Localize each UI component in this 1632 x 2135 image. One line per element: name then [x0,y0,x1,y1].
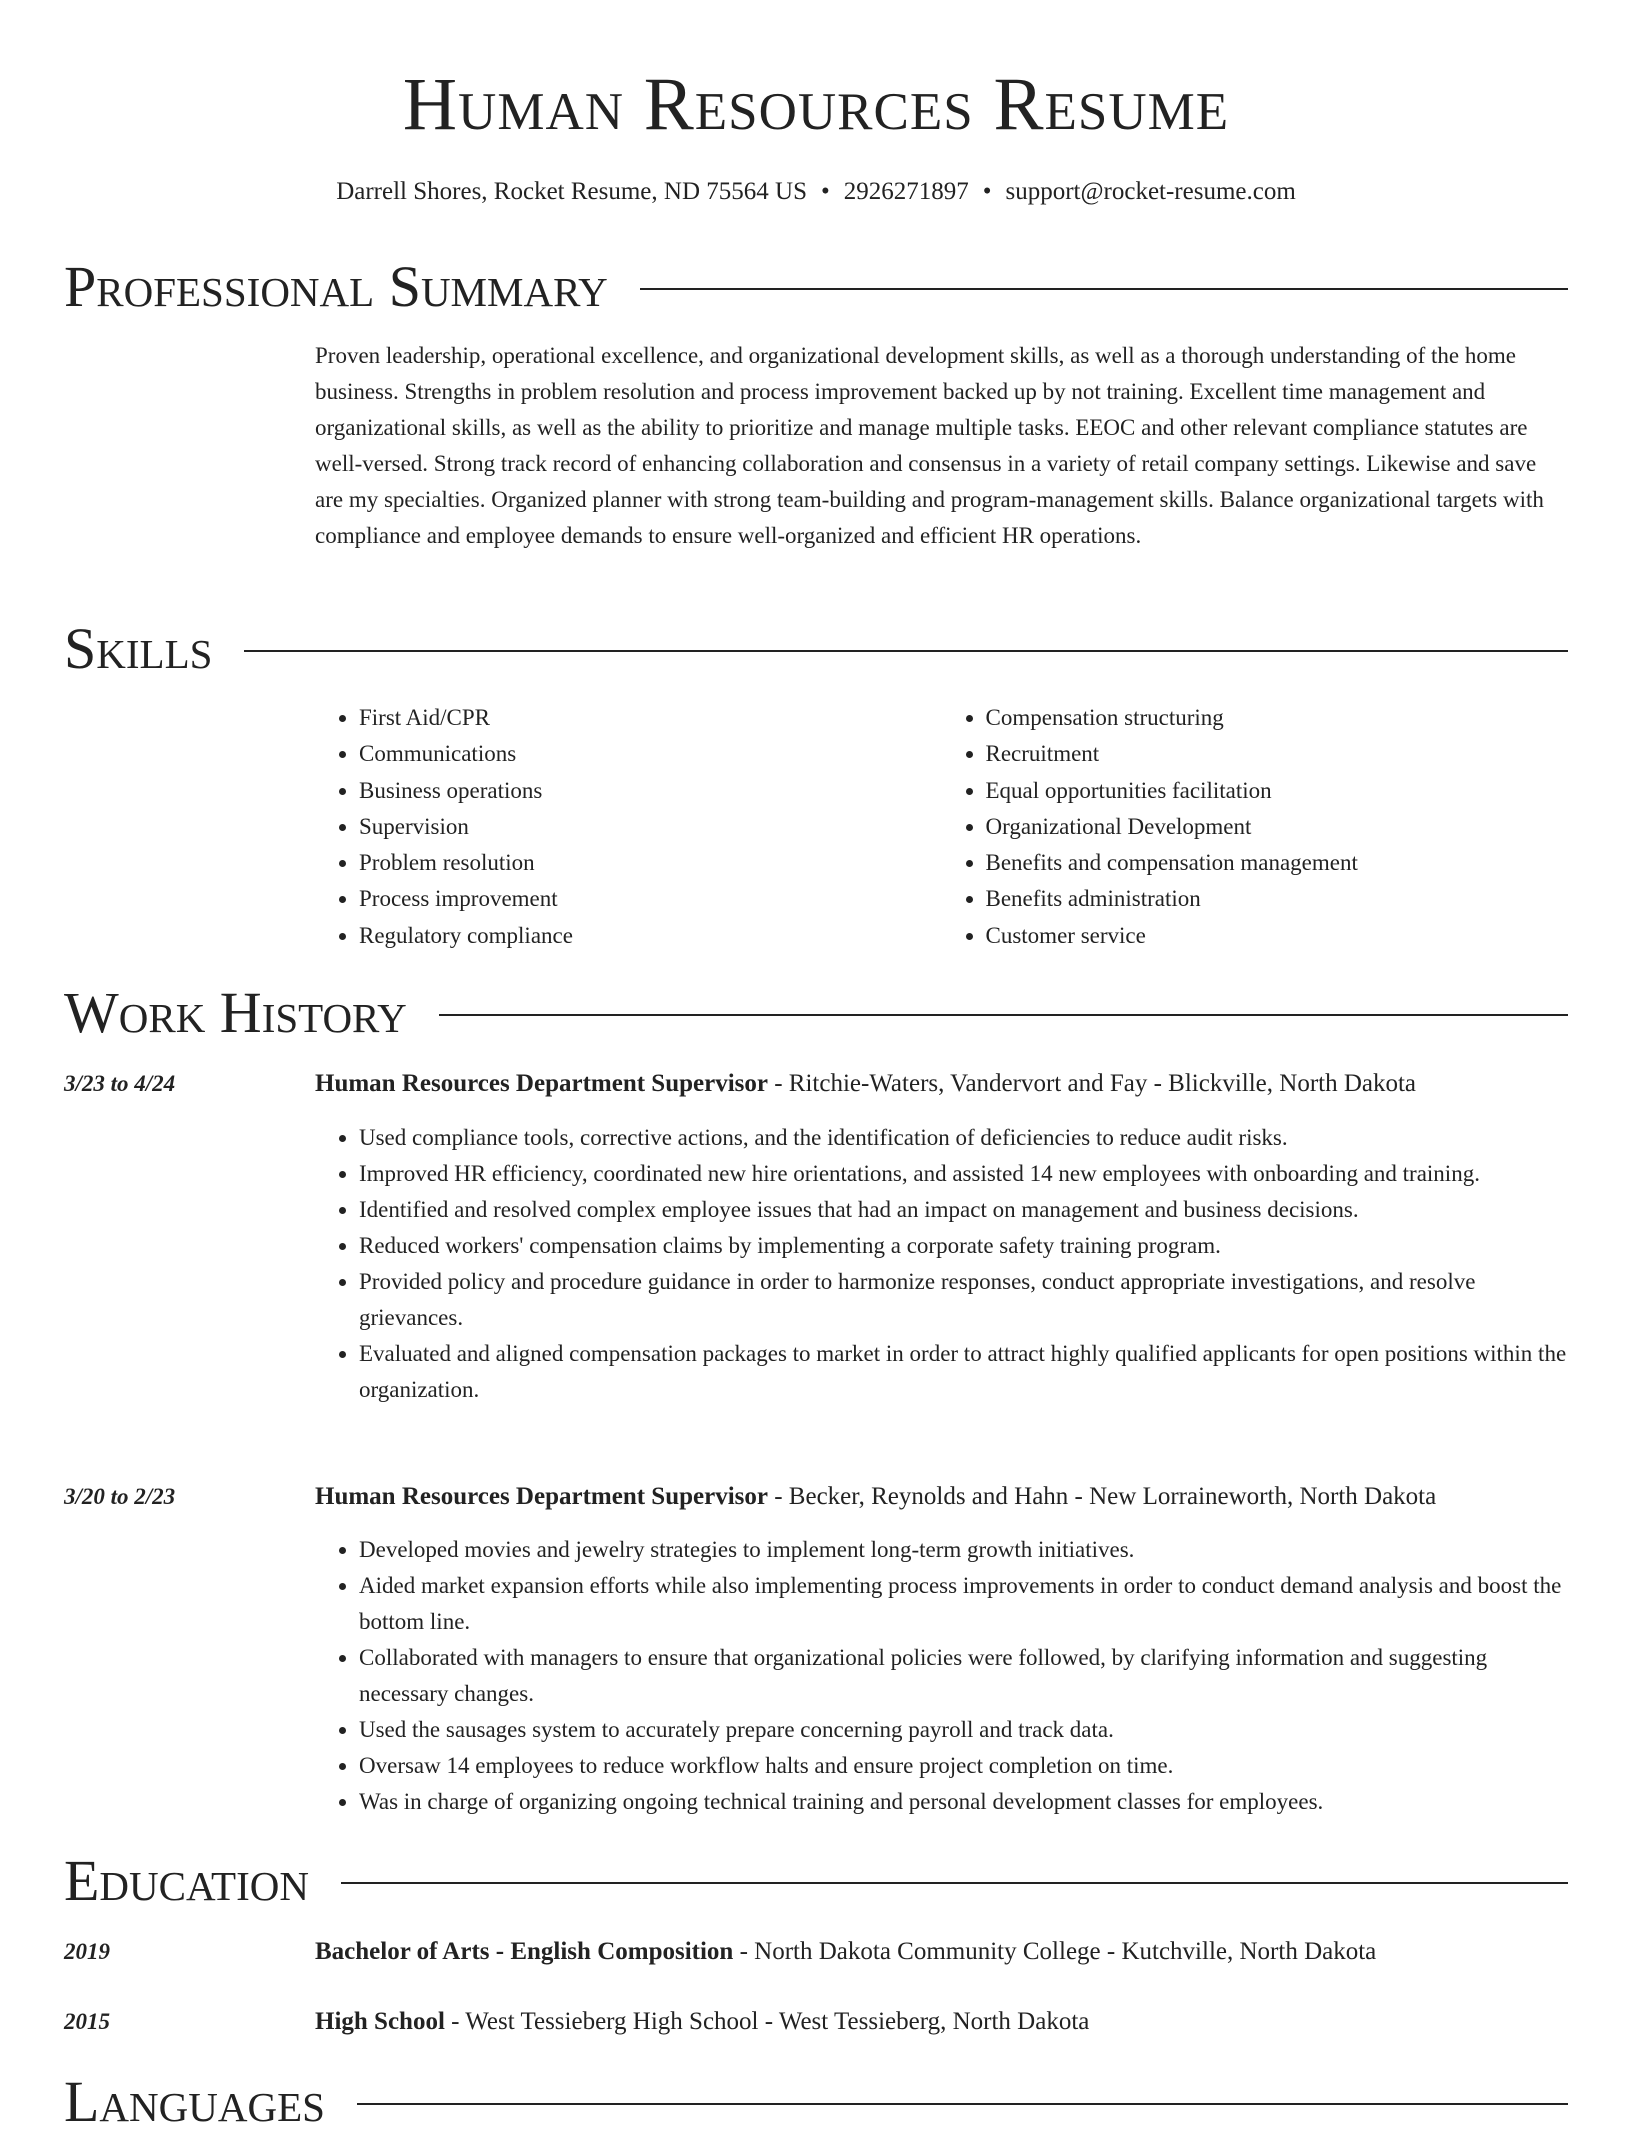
contact-line [0,176,1632,208]
education-year: 2015 [64,2009,110,2034]
work-heading: Work History [64,980,407,1045]
job-headline [315,1479,1568,1515]
skill-item: • Equal opportunities facilitation [986,773,1569,809]
summary-text: Proven leadership, operational excellence, and organizational development skills, as well as a thorough understanding of the home business. Strengths in problem resolution and process improvement backed up by not training. Excellent time management and organizational skills, as well as the ability to prioritize and manage multiple tasks. EEOC and other relevant compliance statutes are well-versed. Strong track record of enhancing collaboration and consensus in a variety of retail company settings. Likewise and save are my specialties. Organized planner with strong team-building and program-management skills. Balance organizational targets with compliance and employee demands to ensure well-organized and efficient HR operations. [315,343,1544,548]
skill-item: • Business operations [359,773,942,809]
languages-heading: Languages [64,2069,325,2134]
skill-item: • Compensation structuring [986,700,1569,736]
skill-item: • Process improvement [359,881,942,917]
skill-item: • Benefits and compensation management [986,845,1569,881]
skill-item: • First Aid/CPR [359,700,942,736]
section-divider [439,1014,1568,1016]
education-headline [315,1934,1568,1970]
contact-email: support@rocket-resume.com [1005,178,1296,205]
education-degree: High School [315,2008,445,2035]
skill-item: • Customer service [986,918,1569,954]
skills-section-heading [64,616,1568,682]
summary-heading: Professional Summary [64,254,608,319]
job-bullet: • Reduced workers' compensation claims by implementing a corporate safety training program. [359,1228,1568,1264]
job-bullet: • Developed movies and jewelry strategies to implement long-term growth initiatives. [359,1532,1568,1568]
skills-columns [315,700,1568,954]
skill-item: • Recruitment [986,736,1569,772]
job-bullet: • Aided market expansion efforts while also implementing process improvements in order to conduct demand analysis and boost the bottom line. [359,1568,1568,1640]
education-headline [315,2004,1568,2040]
job-bullet: • Improved HR efficiency, coordinated new hire orientations, and assisted 14 new employees with onboarding and training. [359,1156,1568,1192]
contact-phone: 2926271897 [843,178,969,205]
job-bullet: • Collaborated with managers to ensure that organizational policies were followed, by clarifying information and suggesting necessary changes. [359,1640,1568,1712]
education-year: 2019 [64,1939,110,1964]
contact-separator: • [982,178,992,205]
skill-item: • Regulatory compliance [359,918,942,954]
job-headline [315,1066,1568,1102]
resume-title: Human Resources Resume [402,63,1230,146]
education-details: - West Tessieberg High School - West Tessieberg, North Dakota [444,2008,1090,2035]
job-bullet: • Oversaw 14 employees to reduce workflow halts and ensure project completion on time. [359,1748,1568,1784]
job-bullet: • Identified and resolved complex employee issues that had an impact on management and business decisions. [359,1192,1568,1228]
job-bullet: • Provided policy and procedure guidance in order to harmonize responses, conduct appropriate investigations, and resolve grievances. [359,1264,1568,1336]
contact-separator: • [820,178,830,205]
education-section-heading [64,1848,1568,1914]
skills-list-right [942,700,1569,954]
contact-address: Darrell Shores, Rocket Resume, ND 75564 US [336,178,807,205]
job-bullet: • Was in charge of organizing ongoing technical training and personal development classes for employees. [359,1784,1568,1820]
skill-item: • Communications [359,736,942,772]
job-bullet: • Used compliance tools, corrective actions, and the identification of deficiencies to reduce audit risks. [359,1120,1568,1156]
job-bullets [315,1120,1568,1408]
job-bullets [315,1532,1568,1820]
job-title: Human Resources Department Supervisor [315,1483,768,1510]
work-section-heading [64,980,1568,1046]
education-details: - North Dakota Community College - Kutchville, North Dakota [733,1938,1377,1965]
summary-body [315,338,1568,554]
education-degree: Bachelor of Arts - English Composition [315,1938,734,1965]
education-heading: Education [64,1848,309,1913]
job-dates: 3/23 to 4/24 [64,1071,176,1096]
job-bullet: • Evaluated and aligned compensation packages to market in order to attract highly qualified applicants for open positions within the organization. [359,1336,1568,1408]
summary-section-heading [64,254,1568,320]
skill-item: • Organizational Development [986,809,1569,845]
section-divider [640,288,1568,290]
job-dates: 3/20 to 2/23 [64,1484,176,1509]
job-title: Human Resources Department Supervisor [315,1070,768,1097]
section-divider [244,650,1568,652]
job-details: - Ritchie-Waters, Vandervort and Fay - Blickville, North Dakota [767,1070,1417,1097]
languages-section-heading [64,2069,1568,2135]
job-details: - Becker, Reynolds and Hahn - New Lorraineworth, North Dakota [767,1483,1437,1510]
section-divider [341,1882,1568,1884]
skill-item: • Problem resolution [359,845,942,881]
skill-item: • Benefits administration [986,881,1569,917]
skills-list-left [315,700,942,954]
section-divider [357,2103,1568,2105]
job-bullet: • Used the sausages system to accurately prepare concerning payroll and track data. [359,1712,1568,1748]
skills-heading: Skills [64,616,213,681]
skill-item: • Supervision [359,809,942,845]
